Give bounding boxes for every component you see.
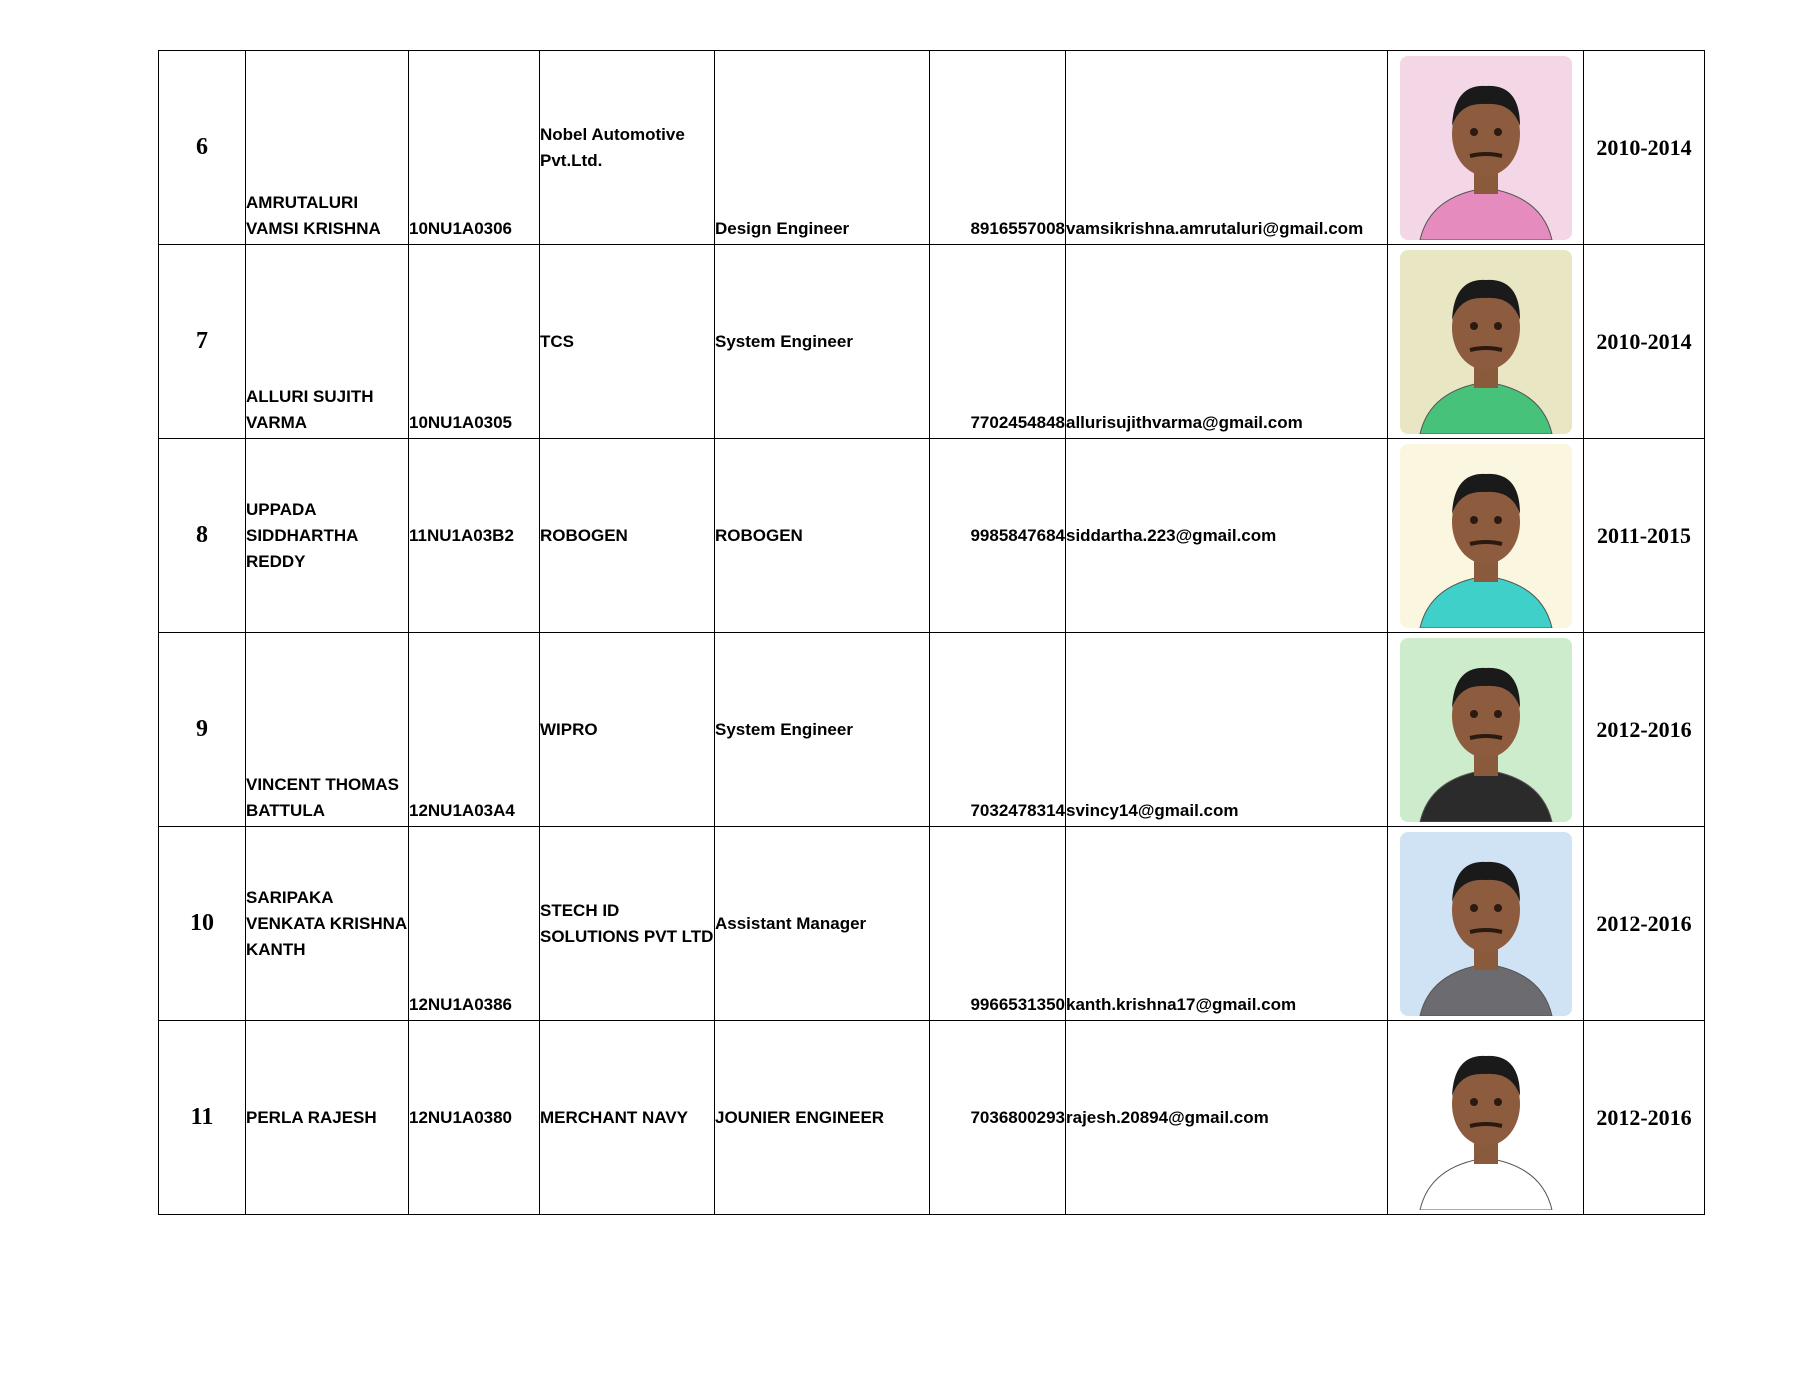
phone-number: 7702454848 — [930, 245, 1066, 439]
photo-cell — [1388, 633, 1584, 827]
roll-number: 10NU1A0306 — [409, 51, 540, 245]
company-name: Nobel Automotive Pvt.Ltd. — [540, 51, 715, 245]
photo-cell — [1388, 1021, 1584, 1215]
photo-cell — [1388, 51, 1584, 245]
table-row — [159, 1021, 1705, 1215]
alumni-photo — [1400, 638, 1572, 822]
roll-number: 12NU1A03A4 — [409, 633, 540, 827]
batch-year: 2010-2014 — [1584, 245, 1705, 439]
batch-year: 2012-2016 — [1584, 633, 1705, 827]
serial-number: 10 — [159, 827, 246, 1021]
photo-cell — [1388, 245, 1584, 439]
email-address: siddartha.223@gmail.com — [1066, 439, 1388, 633]
designation: ROBOGEN — [715, 439, 930, 633]
email-address: rajesh.20894@gmail.com — [1066, 1021, 1388, 1215]
serial-number: 8 — [159, 439, 246, 633]
alumni-photo — [1400, 56, 1572, 240]
roll-number: 10NU1A0305 — [409, 245, 540, 439]
roll-number: 11NU1A03B2 — [409, 439, 540, 633]
company-name: MERCHANT NAVY — [540, 1021, 715, 1215]
batch-year: 2012-2016 — [1584, 1021, 1705, 1215]
phone-number: 8916557008 — [930, 51, 1066, 245]
student-name: UPPADA SIDDHARTHA REDDY — [246, 439, 409, 633]
serial-number: 7 — [159, 245, 246, 439]
company-name: STECH ID SOLUTIONS PVT LTD — [540, 827, 715, 1021]
designation: Design Engineer — [715, 51, 930, 245]
phone-number: 7036800293 — [930, 1021, 1066, 1215]
roll-number: 12NU1A0386 — [409, 827, 540, 1021]
table-row — [159, 439, 1705, 633]
email-address: vamsikrishna.amrutaluri@gmail.com — [1066, 51, 1388, 245]
phone-number: 7032478314 — [930, 633, 1066, 827]
table-row — [159, 633, 1705, 827]
photo-cell — [1388, 439, 1584, 633]
phone-number: 9985847684 — [930, 439, 1066, 633]
email-address: allurisujithvarma@gmail.com — [1066, 245, 1388, 439]
alumni-photo — [1400, 1026, 1572, 1210]
email-address: kanth.krishna17@gmail.com — [1066, 827, 1388, 1021]
company-name: TCS — [540, 245, 715, 439]
table-row — [159, 51, 1705, 245]
alumni-photo — [1400, 832, 1572, 1016]
table-row — [159, 245, 1705, 439]
alumni-photo — [1400, 250, 1572, 434]
batch-year: 2011-2015 — [1584, 439, 1705, 633]
serial-number: 9 — [159, 633, 246, 827]
student-name: PERLA RAJESH — [246, 1021, 409, 1215]
student-name: SARIPAKA VENKATA KRISHNA KANTH — [246, 827, 409, 1021]
company-name: ROBOGEN — [540, 439, 715, 633]
designation: JOUNIER ENGINEER — [715, 1021, 930, 1215]
serial-number: 6 — [159, 51, 246, 245]
alumni-photo — [1400, 444, 1572, 628]
designation: System Engineer — [715, 245, 930, 439]
table-row — [159, 827, 1705, 1021]
student-name: ALLURI SUJITH VARMA — [246, 245, 409, 439]
student-name: AMRUTALURI VAMSI KRISHNA — [246, 51, 409, 245]
student-name: VINCENT THOMAS BATTULA — [246, 633, 409, 827]
designation: Assistant Manager — [715, 827, 930, 1021]
batch-year: 2010-2014 — [1584, 51, 1705, 245]
designation: System Engineer — [715, 633, 930, 827]
alumni-table — [158, 50, 1705, 1215]
photo-cell — [1388, 827, 1584, 1021]
email-address: svincy14@gmail.com — [1066, 633, 1388, 827]
roll-number: 12NU1A0380 — [409, 1021, 540, 1215]
phone-number: 9966531350 — [930, 827, 1066, 1021]
company-name: WIPRO — [540, 633, 715, 827]
batch-year: 2012-2016 — [1584, 827, 1705, 1021]
serial-number: 11 — [159, 1021, 246, 1215]
